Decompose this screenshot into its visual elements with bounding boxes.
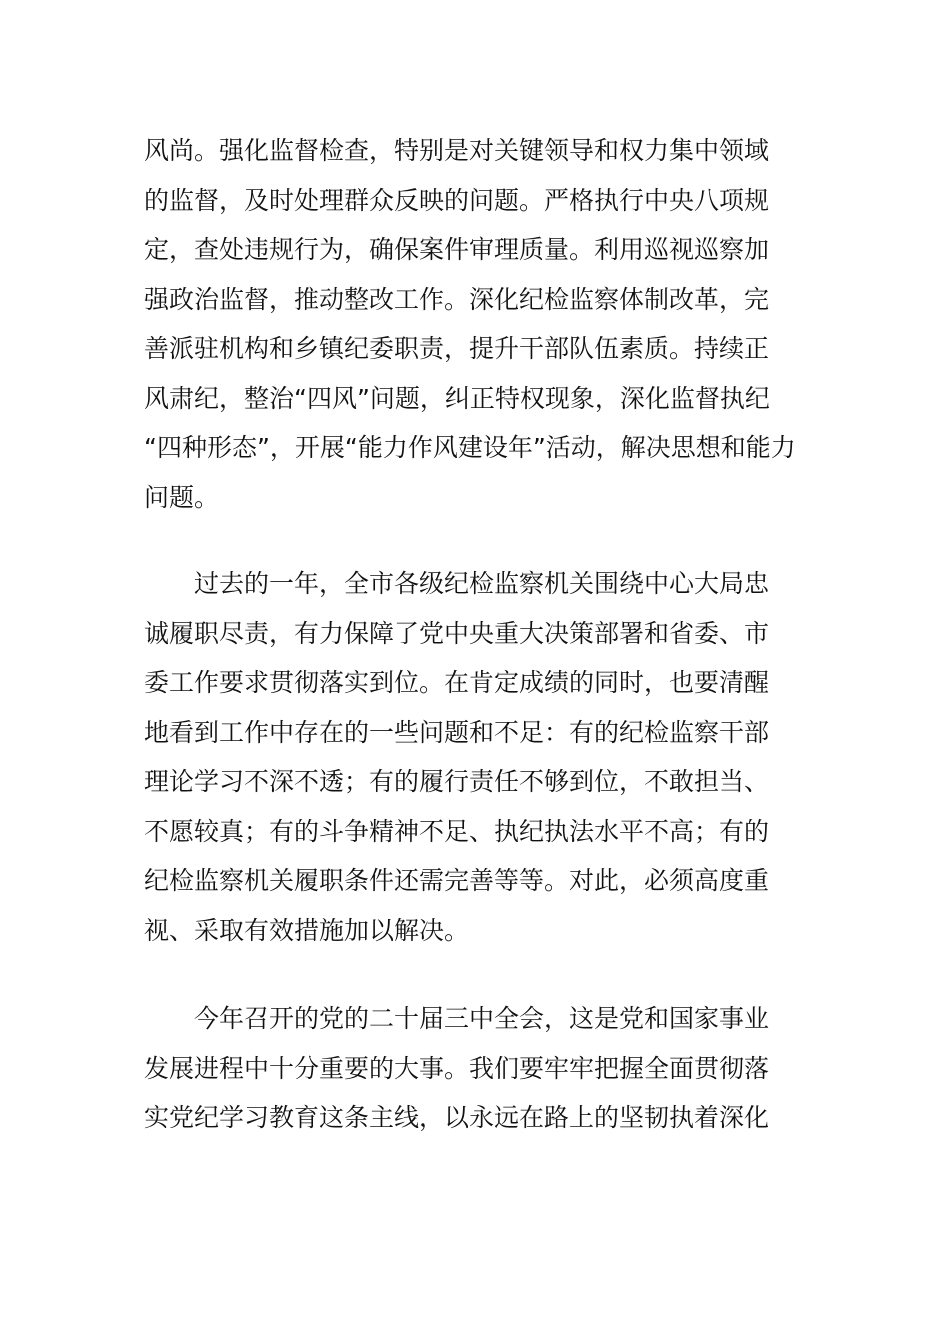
paragraph-1 bbox=[144, 126, 804, 522]
text-line: 善派驻机构和乡镇纪委职责，提升干部队伍素质。持续正 bbox=[144, 334, 770, 363]
text-line: 问题。 bbox=[144, 482, 220, 512]
text-line: 风尚。强化监督检查，特别是对关键领导和权力集中领域 bbox=[144, 136, 770, 165]
text-line: 的监督，及时处理群众反映的问题。严格执行中央八项规 bbox=[144, 185, 770, 215]
text-line: 理论学习不深不透；有的履行责任不够到位，不敢担当、 bbox=[144, 767, 770, 796]
text-line: 视、采取有效措施加以解决。 bbox=[144, 915, 470, 945]
paragraph-3 bbox=[144, 994, 804, 1143]
text-line: 不愿较真；有的斗争精神不足、执纪执法水平不高；有的 bbox=[144, 816, 770, 846]
text-line: 风肃纪，整治“四风”问题，纠正特权现象，深化监督执纪 bbox=[144, 383, 770, 413]
text-line: 定，查处违规行为，确保案件审理质量。利用巡视巡察加 bbox=[144, 235, 770, 264]
paragraph-2 bbox=[144, 559, 804, 955]
text-line: 实党纪学习教育这条主线，以永远在路上的坚韧执着深化 bbox=[144, 1103, 770, 1132]
text-line: 强政治监督，推动整改工作。深化纪检监察体制改革，完 bbox=[144, 284, 770, 314]
text-line: 发展进程中十分重要的大事。我们要牢牢把握全面贯彻落 bbox=[144, 1053, 770, 1083]
text-line: “四种形态”，开展“能力作风建设年”活动，解决思想和能力 bbox=[144, 433, 796, 462]
text-line: 纪检监察机关履职条件还需完善等等。对此，必须高度重 bbox=[144, 866, 770, 895]
text-line: 地看到工作中存在的一些问题和不足：有的纪检监察干部 bbox=[144, 717, 770, 747]
text-line: 今年召开的党的二十届三中全会，这是党和国家事业 bbox=[194, 1004, 770, 1033]
text-line: 委工作要求贯彻落实到位。在肯定成绩的同时，也要清醒 bbox=[144, 668, 770, 697]
text-line: 诚履职尽责，有力保障了党中央重大决策部署和省委、市 bbox=[144, 618, 770, 648]
text-line: 过去的一年，全市各级纪检监察机关围绕中心大局忠 bbox=[194, 569, 770, 598]
